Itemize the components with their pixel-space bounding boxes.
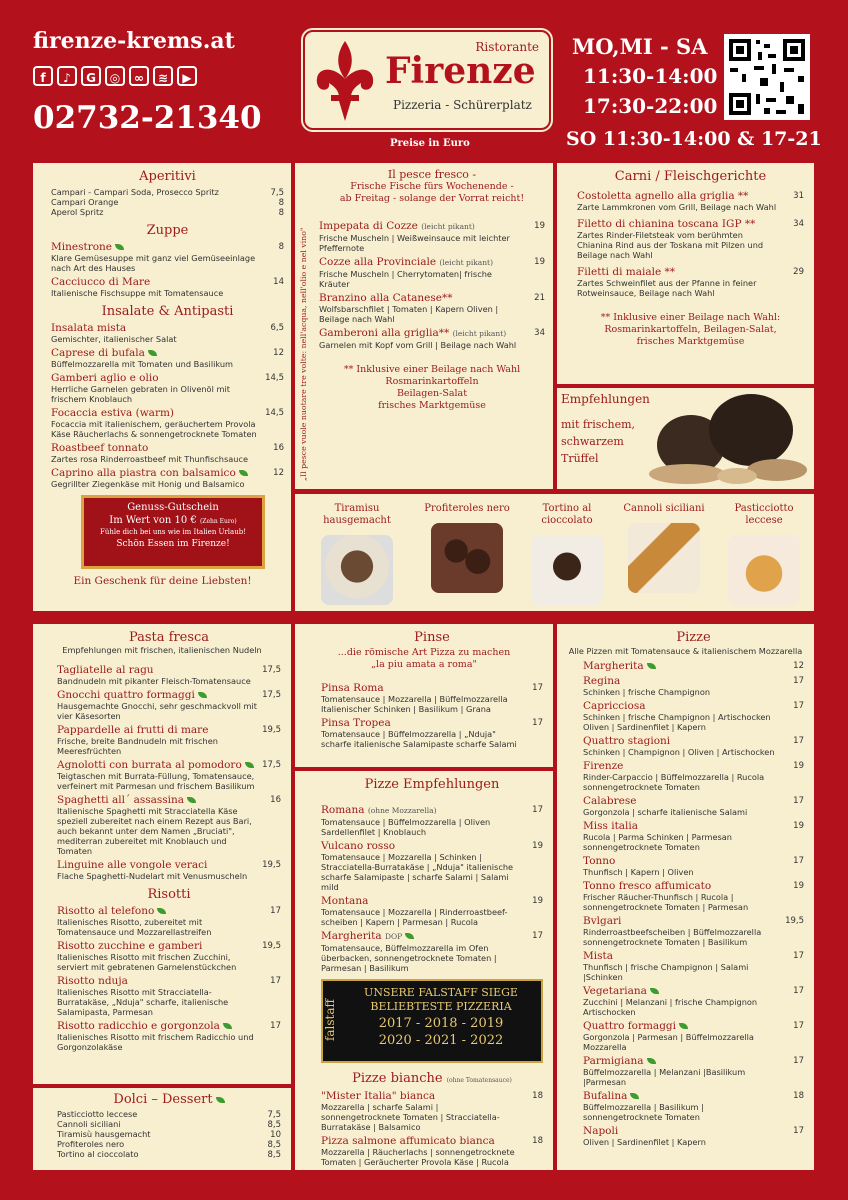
pesce-subtitle-2: ab Freitag - solange der Vorrat reicht! [339, 193, 525, 204]
pesce-note-3: Beilagen-Salat [396, 388, 468, 399]
dessert-card: Tortino al cioccolato [522, 494, 612, 605]
aperitivi-title: Aperitivi [139, 169, 196, 184]
list-item: Cozze alla Provinciale (leicht pikant) Frische Muscheln | Cherrytomaten| frische Kräuter 19 [319, 256, 545, 289]
dessert-card: Tiramisu hausgemacht [312, 494, 402, 605]
falstaff-line-2: BELIEBTESTE PIZZERIA [370, 1000, 512, 1013]
list-item: Montana Tomatensauce | Mozzarella | Rinderroastbeef-scheiben | Kapern | Parmesan | Rucola 19 [321, 895, 543, 927]
pesce-subtitle-1: Frische Fische fürs Wochenende - [350, 181, 514, 192]
vegetarian-leaf-icon [405, 933, 414, 939]
fleur-de-lis-icon [309, 35, 381, 125]
list-item: Regina Schinken | frische Champignon 17 [583, 675, 804, 697]
list-item: Gamberoni alla griglia** (leicht pikant) Garnelen mit Kopf vom Grill | Beilage nach Wahl 34 [319, 327, 545, 350]
falstaff-years-1: 2017 - 2018 - 2019 [378, 1016, 504, 1031]
list-item: Costoletta agnello alla griglia ** Zarte Lammkronen vom Grill, Beilage nach Wahl 31 [577, 190, 804, 212]
truffle-image [641, 390, 811, 486]
list-item: Gamberi aglio e olio Herrliche Garnelen gebraten in Olivenöl mit frischem Knoblauch 14,5 [51, 372, 284, 404]
dessert-card: Profiteroles nero [422, 494, 512, 593]
logo [303, 30, 551, 130]
pizze-list [583, 660, 804, 1147]
risotti-title: Risotti [147, 887, 191, 902]
pesce-note-4: frisches Marktgemüse [378, 400, 486, 411]
list-item: Minestrone Klare Gemüsesuppe mit ganz viel Gemüseeinlage nach Art des Hauses 8 [51, 241, 284, 273]
carni-note-3: frisches Marktgemüse [636, 336, 745, 347]
list-item: Caprino alla piastra con balsamico Gegrillter Ziegenkäse mit Honig und Balsamico 12 [51, 467, 284, 489]
voucher-value-small: (Zehn Euro) [199, 518, 237, 525]
list-item: Risotto al telefono Italienisches Risotto, zubereitet mit Tomatensauce und Mozzarellastreifen 17 [57, 905, 281, 937]
falstaff-years-2: 2020 - 2021 - 2022 [378, 1033, 504, 1048]
google-icon[interactable]: G [81, 66, 101, 86]
list-item: Cacciucco di Mare Italienische Fischsuppe mit Tomatensauce 14 [51, 276, 284, 298]
hours-days: MO,MI - SA [572, 34, 708, 59]
list-item: Spaghetti all´ assassina Italienische Spaghetti mit Stracciatella Käse speziell zubereitet nach einem Rezept aus Bari, auch bekannt unter dem Namen „Bruciati", mediterran zubereitet mit Knoblauch und Tomaten 16 [57, 794, 281, 856]
list-item: Risotto nduja Italienisches Risotto mit Stracciatella-Burratakäse, „Nduja" scharfe, italienische Salamipasta, Parmesan 17 [57, 975, 281, 1017]
list-item: Bvlgari Rinderroastbeefscheiben | Büffelmozzarella sonnengetrocknete Tomaten | Basilikum 19,5 [583, 915, 804, 947]
hours-dinner: 17:30-22:00 [583, 94, 718, 118]
cannoli-image [628, 523, 700, 593]
logo-ristorante: Ristorante [475, 40, 539, 54]
phone-number[interactable]: 02732-21340 [33, 100, 262, 136]
list-item: Miss italia Rucola | Parma Schinken | Parmesan sonnengetrocknete Tomaten 19 [583, 820, 804, 852]
vegetarian-leaf-icon [223, 1023, 232, 1029]
tiramisu-image [321, 535, 393, 605]
pizze-title: Pizze [676, 630, 711, 645]
panel-pizze-empf [295, 771, 553, 1170]
list-item: Tiramisù hausgemacht 10 [57, 1129, 281, 1140]
list-item: Linguine alle vongole veraci Flache Spaghetti-Nudelart mit Venusmuscheln 19,5 [57, 859, 281, 881]
aperitivi-list [51, 187, 284, 217]
voucher-line2: Fühle dich bei uns wie im Italien Urlaub! [99, 528, 247, 536]
panel-starters [33, 163, 291, 611]
list-item: Capricciosa Schinken | frische Champignon | Artischocken Oliven | Sardinenfilet | Kapern 17 [583, 700, 804, 732]
list-item: Campari Orange 8 [51, 197, 284, 208]
panel-carni [557, 163, 814, 384]
logo-name: Firenze [385, 50, 536, 92]
vegetarian-leaf-icon [115, 244, 124, 250]
vegetarian-leaf-icon [187, 797, 196, 803]
pasta-title: Pasta fresca [128, 630, 210, 645]
website[interactable]: firenze-krems.at [33, 28, 235, 54]
pesce-note-2: Rosmarinkartoffeln [385, 376, 479, 387]
list-item: Mista Thunfisch | frische Champignon | Salami |Schinken 17 [583, 950, 804, 982]
falstaff-brand: falstaff [323, 998, 338, 1042]
vegetarian-leaf-icon [679, 1023, 688, 1029]
list-item: Firenze Rinder-Carpaccio | Büffelmozzarella | Rucola sonnengetrocknete Tomaten 19 [583, 760, 804, 792]
vegetarian-leaf-icon [198, 692, 207, 698]
pizze-subtitle: Alle Pizzen mit Tomatensauce & italienischem Mozzarella [568, 646, 803, 656]
vegetarian-leaf-icon [157, 908, 166, 914]
hours-lunch: 11:30-14:00 [583, 64, 718, 88]
vegetarian-leaf-icon [647, 1058, 656, 1064]
list-item: Parmigiana Büffelmozzarella | Melanzani |Basilikum |Parmesan 17 [583, 1055, 804, 1087]
list-item: Roastbeef tonnato Zartes rosa Rinderroastbeef mit Thunfischsauce 16 [51, 442, 284, 464]
empfehlungen-title: Empfehlungen [561, 392, 650, 406]
list-item: Campari - Campari Soda, Prosecco Spritz 7,5 [51, 187, 284, 198]
pinse-title: Pinse [414, 630, 450, 645]
list-item: Calabrese Gorgonzola | scharfe italienische Salami 17 [583, 795, 804, 817]
carni-note-2: Rosmarinkartoffeln, Beilagen-Salat, [604, 324, 777, 335]
panel-dessert-row [295, 494, 814, 611]
vegetarian-leaf-icon [650, 988, 659, 994]
panel-pinse [295, 624, 553, 767]
social-icons [33, 66, 201, 86]
empfehlungen-text-2: schwarzem [561, 435, 624, 448]
gift-voucher[interactable] [81, 495, 265, 569]
panel-pesce [295, 163, 553, 489]
carni-title: Carni / Fleischgerichte [614, 169, 767, 184]
list-item: Cannoli siciliani 8,5 [57, 1119, 281, 1130]
voucher-title: Genuss-Gutschein [127, 502, 219, 513]
youtube-icon[interactable]: ▶ [177, 66, 197, 86]
qr-code[interactable] [724, 34, 810, 120]
list-item: Pasticciotto leccese 7,5 [57, 1109, 281, 1120]
list-item: Vegetariana Zucchini | Melanzani | frische Champignon Artischocken 17 [583, 985, 804, 1017]
instagram-icon[interactable]: ◎ [105, 66, 125, 86]
list-item: Branzino alla Catanese** Wolfsbarschfilet | Tomaten | Kapern Oliven | Beilage nach Wahl 21 [319, 292, 545, 324]
list-item: Pinsa Roma Tomatensauce | Mozzarella | Büffelmozzarella Italienischer Schinken | Basilikum | Grana 17 [321, 682, 543, 714]
voucher-value: Im Wert von 10 € [109, 515, 197, 526]
panel-truffle [557, 388, 814, 489]
dessert-card: Cannoli siciliani [619, 494, 709, 593]
list-item: Gnocchi quattro formaggi Hausgemachte Gnocchi, sehr geschmackvoll mit vier Käsesorten 17,5 [57, 689, 281, 721]
list-item: Margherita 12 [583, 660, 804, 672]
dessert-card: Pasticciotto leccese [719, 494, 809, 605]
list-item: Quattro formaggi Gorgonzola | Parmesan | Büffelmozzarella Mozzarella 17 [583, 1020, 804, 1052]
falstaff-badge [321, 979, 543, 1063]
list-item: Profiteroles nero 8,5 [57, 1139, 281, 1150]
list-item: Insalata mista Gemischter, italienischer Salat 6,5 [51, 322, 284, 344]
dolci-title: Dolci – Dessert [57, 1092, 281, 1107]
list-item: Napoli Oliven | Sardinenfilet | Kapern 17 [583, 1125, 804, 1147]
wifi-icon[interactable]: ≋ [153, 66, 173, 86]
list-item: Agnolotti con burrata al pomodoro Teigtaschen mit Burrata-Füllung, Tomatensauce, verfeinert mit Parmesan und frischem Basilikum 17,5 [57, 759, 281, 791]
pinse-subtitle-1: ...die römische Art Pizza zu machen [337, 647, 511, 658]
list-item: Vulcano rosso Tomatensauce | Mozzarella | Schinken | Stracciatella-Burratakäse | „Nduja" italienische scharfe Salamipaste | scharfe Salami | Salami mild 19 [321, 840, 543, 892]
pasticciotto-image [728, 535, 800, 605]
vegetarian-leaf-icon [647, 663, 656, 669]
list-item: Caprese di bufala Büffelmozzarella mit Tomaten und Basilikum 12 [51, 347, 284, 369]
list-item: Tagliatelle al ragu Bandnudeln mit pikanter Fleisch-Tomatensauce 17,5 [57, 664, 281, 686]
list-item: Tonno Thunfisch | Kapern | Oliven 17 [583, 855, 804, 877]
tortino-image [531, 535, 603, 605]
list-item: Pizza salmone affumicato bianca Mozzarella | Räucherlachs | sonnengetrocknete Tomaten | Geräucherter Provola Käse | Rucola 18 [321, 1135, 543, 1167]
vegetarian-leaf-icon [630, 1093, 639, 1099]
profiteroles-image [431, 523, 503, 593]
falstaff-line-1: UNSERE FALSTAFF SIEGE [364, 986, 518, 999]
panel-pasta [33, 624, 291, 1084]
panel-pizze [557, 624, 814, 1170]
list-item: Bufalina Büffelmozzarella | Basilikum | sonnengetrocknete Tomaten 18 [583, 1090, 804, 1122]
list-item: Focaccia estiva (warm) Focaccia mit italienischem, geräuchertem Provola Käse Räucherlachs & sonnengetrocknete Tomaten 14,5 [51, 407, 284, 439]
voucher-line3: Schön Essen im Firenze! [116, 539, 230, 549]
zuppe-title: Zuppe [146, 223, 189, 238]
list-item: Tortino al cioccolato 8,5 [57, 1149, 281, 1160]
pasta-subtitle: Empfehlungen mit frischen, italienischen Nudeln [62, 645, 262, 655]
tiktok-icon[interactable]: ♪ [57, 66, 77, 86]
list-item: Filetto di chianina toscana IGP ** Zartes Rinder-Filetsteak vom berühmten Chianina Rind aus der Toskana mit Pilzen und Beilage nach Wahl 34 [577, 218, 804, 260]
vegetarian-leaf-icon [245, 762, 254, 768]
facebook-icon[interactable]: f [33, 66, 53, 86]
logo-subtitle: Pizzeria - Schürerplatz [393, 98, 532, 112]
list-item: Impepata di Cozze (leicht pikant) Frische Muscheln | Weißweinsauce mit leichter Pfeffernote 19 [319, 220, 545, 253]
list-item: Tonno fresco affumicato Frischer Räucher-Thunfisch | Rucola | sonnengetrocknete Tomaten | Parmesan 19 [583, 880, 804, 912]
list-item: Quattro stagioni Schinken | Champignon | Oliven | Artischocken 17 [583, 735, 804, 757]
list-item: Filetti di maiale ** Zartes Schweinfilet aus der Pfanne in feiner Rotweinsauce, Beilage nach Wahl 29 [577, 266, 804, 298]
pesce-title: Il pesce fresco - [387, 168, 477, 181]
tripadvisor-icon[interactable]: ∞ [129, 66, 149, 86]
pesce-side-quote: „Il pesce vuole nuotare tre volte: nell'acqua, nell'olio e nel vino" [299, 227, 308, 481]
empfehlungen-text-3: Trüffel [561, 452, 599, 465]
hours-sunday: SO 11:30-14:00 & 17-21 [566, 128, 822, 150]
list-item: Risotto radicchio e gorgonzola Italienisches Risotto mit frischem Radicchio und Gorgonzolakäse 17 [57, 1020, 281, 1052]
panel-dolci [33, 1088, 291, 1170]
pesce-note-1: ** Inklusive einer Beilage nach Wahl [343, 364, 521, 375]
list-item: "Mister Italia" bianca Mozzarella | scharfe Salami | sonnengetrocknete Tomaten | Stracciatella-Burratakäse | Balsamico 18 [321, 1090, 543, 1132]
list-item: Pappardelle ai frutti di mare Frische, breite Bandnudeln mit frischen Meeresfrüchten 19,5 [57, 724, 281, 756]
voucher-caption: Ein Geschenk für deine Liebsten! [73, 575, 252, 587]
vegetarian-leaf-icon [239, 470, 248, 476]
list-item: Aperol Spritz 8 [51, 207, 284, 218]
insalate-title: Insalate & Antipasti [101, 304, 234, 319]
vegetarian-leaf-icon [148, 350, 157, 356]
list-item: Margherita DOP Tomatensauce, Büffelmozzarella im Ofen überbacken, sonnengetrocknete Tomaten | Parmesan | Basilikum 17 [321, 930, 543, 973]
prices-note: Preise in Euro [390, 138, 470, 149]
pizze-empf-title: Pizze Empfehlungen [364, 777, 500, 792]
list-item: Romana (ohne Mozzarella) Tomatensauce | Büffelmozzarella | Oliven Sardellenfilet | Knoblauch 17 [321, 804, 543, 837]
pinse-subtitle-2: „la piu amata a roma" [371, 659, 477, 670]
empfehlungen-text-1: mit frischem, [561, 418, 636, 431]
list-item: Pinsa Tropea Tomatensauce | Büffelmozzarella | „Nduja" scharfe italienische Salamipaste scharfe Salami 17 [321, 717, 543, 749]
carni-note-1: ** Inklusive einer Beilage nach Wahl: [600, 312, 781, 323]
vegetarian-leaf-icon [216, 1097, 225, 1103]
list-item: Risotto zucchine e gamberi Italienisches Risotto mit frischen Zucchini, serviert mit gebratenen Garnelenstückchen 19,5 [57, 940, 281, 972]
pizze-bianche-title: Pizze bianche (ohne Tomatensauce) [352, 1071, 512, 1086]
